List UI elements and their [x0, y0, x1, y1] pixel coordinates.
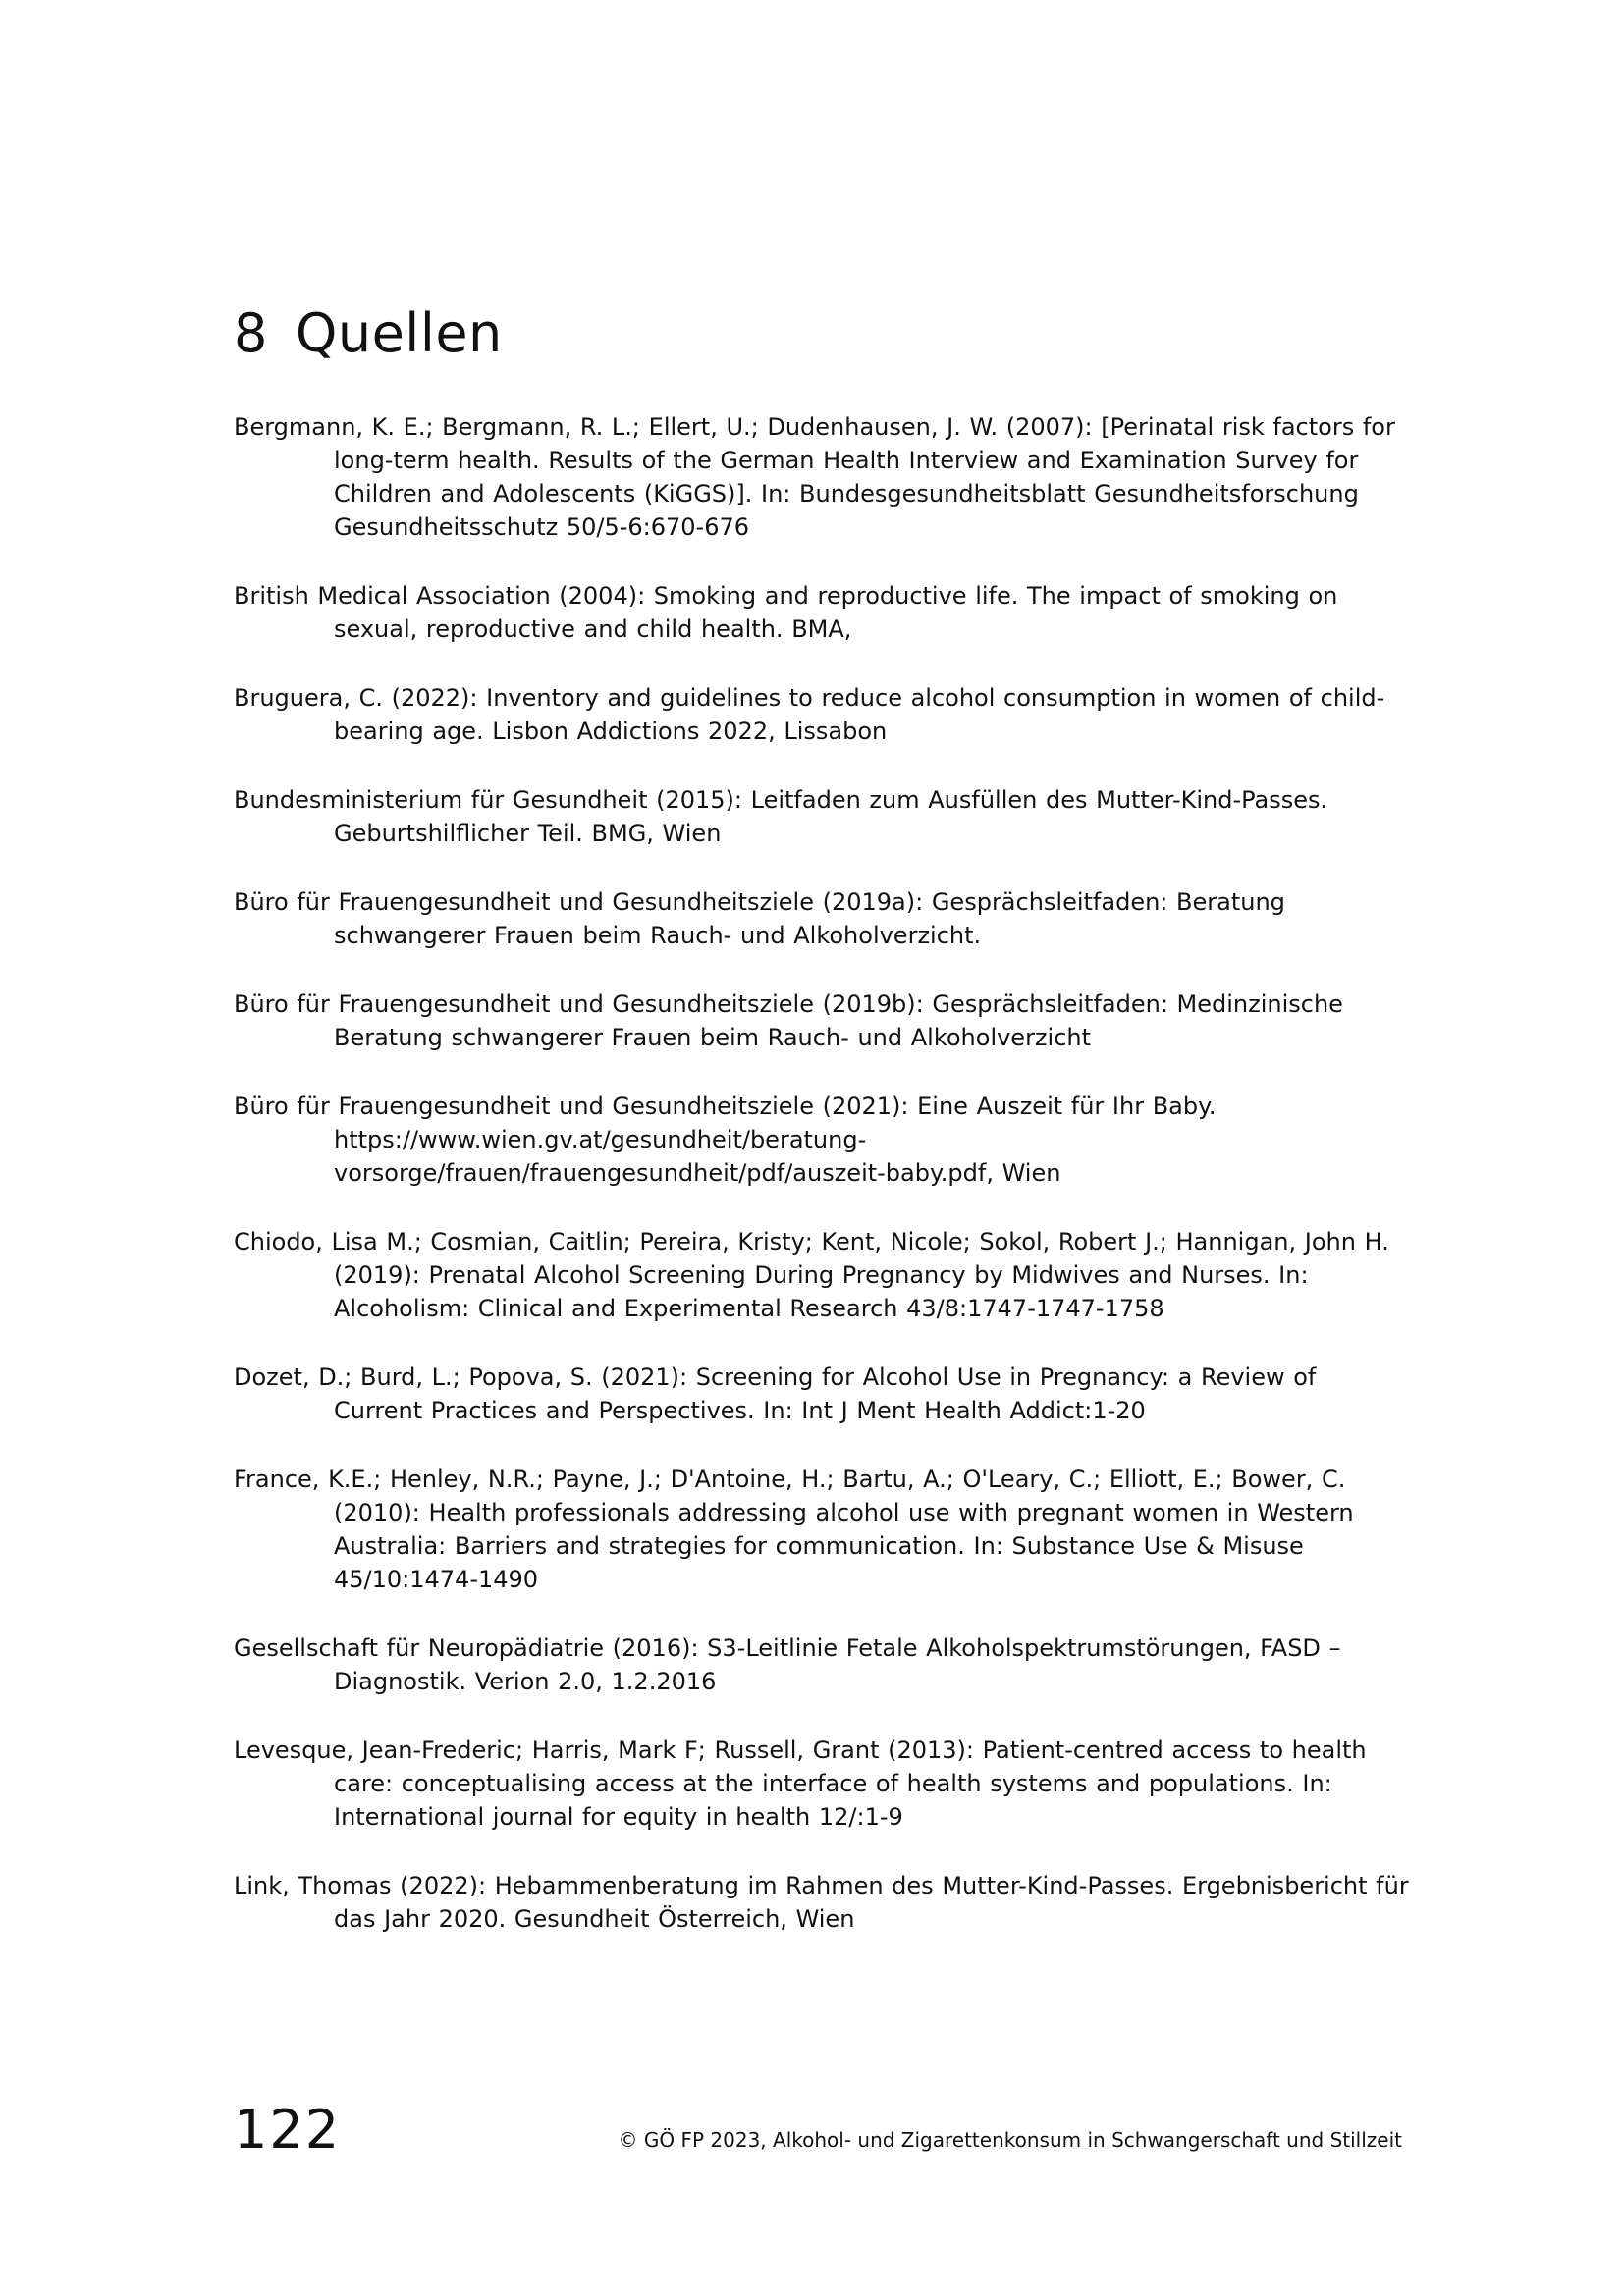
footer-copyright: © GÖ FP 2023, Alkohol- und Zigarettenkonsum in Schwangerschaft und Stillzeit: [618, 2128, 1402, 2152]
reference-item: Dozet, D.; Burd, L.; Popova, S. (2021): Screening for Alcohol Use in Pregnancy: a Review of Current Practices and Perspectives. In: Int J Ment Health Addict:1-20: [234, 1363, 1317, 1424]
reference-item: France, K.E.; Henley, N.R.; Payne, J.; D'Antoine, H.; Bartu, A.; O'Leary, C.; Elliott, E.; Bower, C. (2010): Health professionals addressing alcohol use with pregnant women in Western Australia: Barriers and strategies for communication. In: Substance Use & Misuse 45/10:1474-1490: [234, 1466, 1354, 1593]
page-title: [234, 302, 503, 364]
reference-item: Bundesministerium für Gesundheit (2015): Leitfaden zum Ausfüllen des Mutter-Kind-Passes. Geburtshilflicher Teil. BMG, Wien: [234, 786, 1328, 847]
reference-item: Büro für Frauengesundheit und Gesundheitsziele (2019a): Gesprächsleitfaden: Beratung schwangerer Frauen beim Rauch- und Alkoholverzicht.: [234, 888, 1285, 949]
reference-item: Bruguera, C. (2022): Inventory and guidelines to reduce alcohol consumption in women of child-bearing age. Lisbon Addictions 2022, Lissabon: [234, 684, 1385, 745]
reference-item: Gesellschaft für Neuropädiatrie (2016): S3-Leitlinie Fetale Alkoholspektrumstörungen, FASD – Diagnostik. Verion 2.0, 1.2.2016: [234, 1634, 1341, 1695]
reference-item: Chiodo, Lisa M.; Cosmian, Caitlin; Pereira, Kristy; Kent, Nicole; Sokol, Robert J.; Hannigan, John H. (2019): Prenatal Alcohol Screening During Pregnancy by Midwives and Nurses. In: Alcoholism: Clinical and Experimental Research 43/8:1747-1747-1758: [234, 1228, 1389, 1322]
reference-item: Levesque, Jean-Frederic; Harris, Mark F; Russell, Grant (2013): Patient-centred access to health care: conceptualising access at the interface of health systems and populations. In: International journal for equity in health 12/:1-9: [234, 1736, 1367, 1831]
reference-list: [234, 410, 1412, 1971]
page-number: 122: [234, 2099, 342, 2161]
reference-item: Büro für Frauengesundheit und Gesundheitsziele (2021): Eine Auszeit für Ihr Baby. https://www.wien.gv.at/gesundheit/beratung-vorsorge/frauen/frauengesundheit/pdf/auszeit-baby.pdf, Wien: [234, 1093, 1217, 1187]
chapter-title: Quellen: [295, 302, 503, 364]
reference-item: British Medical Association (2004): Smoking and reproductive life. The impact of smoking on sexual, reproductive and child health. BMA,: [234, 582, 1338, 643]
chapter-number: 8: [234, 302, 268, 364]
reference-item: Link, Thomas (2022): Hebammenberatung im Rahmen des Mutter-Kind-Passes. Ergebnisbericht für das Jahr 2020. Gesundheit Österreich, Wien: [234, 1872, 1409, 1933]
reference-item: Büro für Frauengesundheit und Gesundheitsziele (2019b): Gesprächsleitfaden: Medinzinische Beratung schwangerer Frauen beim Rauch- und Alkoholverzicht: [234, 990, 1343, 1051]
reference-item: Bergmann, K. E.; Bergmann, R. L.; Ellert, U.; Dudenhausen, J. W. (2007): [Perinatal risk factors for long-term health. Results of the German Health Interview and Examination Survey for Children and Adolescents (KiGGS)]. In: Bundesgesundheitsblatt Gesundheitsforschung Gesundheitsschutz 50/5-6:670-676: [234, 413, 1395, 541]
